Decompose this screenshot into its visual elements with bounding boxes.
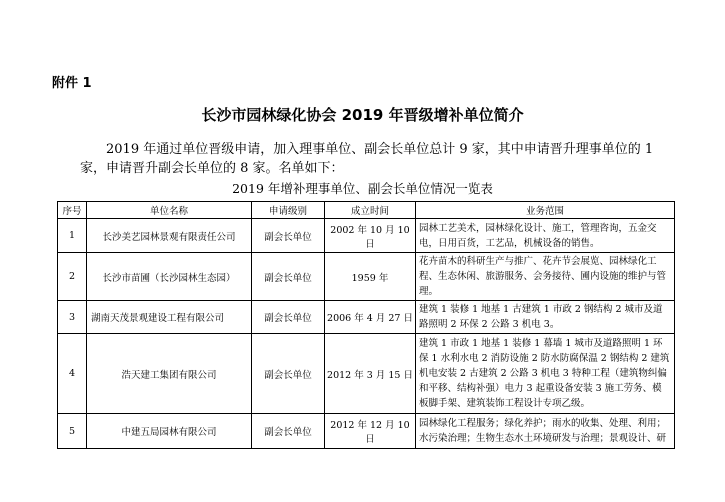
row-scope: 园林绿化工程服务；绿化养护；雨水的收集、处理、利用；水污染治理；生物生态水土环境研发与治理；景观设计、研 [416, 414, 675, 449]
intro-paragraph: 2019 年通过单位晋级申请，加入理事单位、副会长单位总计 9 家，其中申请晋升理事单位的 1 家，申请晋升副会长单位的 8 家。名单如下： [80, 142, 654, 176]
row-level: 副会长单位 [252, 301, 325, 334]
table-row [58, 414, 675, 449]
row-level: 副会长单位 [252, 334, 325, 414]
table-caption: 2019 年增补理事单位、副会长单位情况一览表 [232, 181, 493, 196]
row-level: 副会长单位 [252, 253, 325, 301]
row-no: 4 [58, 334, 87, 414]
header-level: 申请级别 [252, 202, 325, 219]
attachment-label: 附件 1 [52, 76, 92, 91]
document-title: 长沙市园林绿化协会 2019 年晋级增补单位简介 [201, 106, 524, 124]
row-no: 2 [58, 253, 87, 301]
row-unit-name: 中建五局园林有限公司 [87, 414, 252, 449]
row-founded: 2012 年 3 月 15 日 [325, 334, 416, 414]
row-level: 副会长单位 [252, 414, 325, 449]
row-founded: 1959 年 [325, 253, 416, 301]
row-no: 1 [58, 219, 87, 253]
row-scope: 建筑 1 市政 1 地基 1 装修 1 幕墙 1 城市及道路照明 1 环保 1 水利水电 2 消防设施 2 防水防腐保温 2 钢结构 2 建筑机电安装 2 古建筑 2 公路 3 机电 3 特种工程（建筑物纠偏和平移、结构补强）电力 3 起重设备安装 3 施工劳务、模板脚手架、建筑装饰工程设计专项乙级。 [416, 334, 675, 414]
header-scope: 业务范围 [416, 202, 675, 219]
row-unit-name: 浩天建工集团有限公司 [87, 334, 252, 414]
table-row [58, 219, 675, 253]
row-unit-name: 湖南天茂景观建设工程有限公司 [87, 301, 252, 334]
row-scope: 建筑 1 装修 1 地基 1 古建筑 1 市政 2 钢结构 2 城市及道路照明 2 环保 2 公路 3 机电 3。 [416, 301, 675, 334]
row-founded: 2012 年 12 月 10 日 [325, 414, 416, 449]
header-founded: 成立时间 [325, 202, 416, 219]
row-scope: 园林工艺美术，园林绿化设计、施工，管理咨询，五金交电，日用百货，工艺品，机械设备的销售。 [416, 219, 675, 253]
header-unit-name: 单位名称 [87, 202, 252, 219]
header-no: 序号 [58, 202, 87, 219]
row-unit-name: 长沙美艺园林景观有限责任公司 [87, 219, 252, 253]
table-row [58, 301, 675, 334]
row-unit-name: 长沙市苗圃（长沙园林生态园） [87, 253, 252, 301]
member-units-table [57, 201, 675, 449]
row-founded: 2002 年 10 月 10 日 [325, 219, 416, 253]
row-founded: 2006 年 4 月 27 日 [325, 301, 416, 334]
row-level: 副会长单位 [252, 219, 325, 253]
table-row [58, 334, 675, 414]
table-header-row [58, 202, 675, 219]
row-no: 3 [58, 301, 87, 334]
table-row [58, 253, 675, 301]
row-scope: 花卉苗木的科研生产与推广、花卉节会展览、园林绿化工程、生态休闲、旅游服务、会务接待、圃内设施的维护与管理。 [416, 253, 675, 301]
row-no: 5 [58, 414, 87, 449]
